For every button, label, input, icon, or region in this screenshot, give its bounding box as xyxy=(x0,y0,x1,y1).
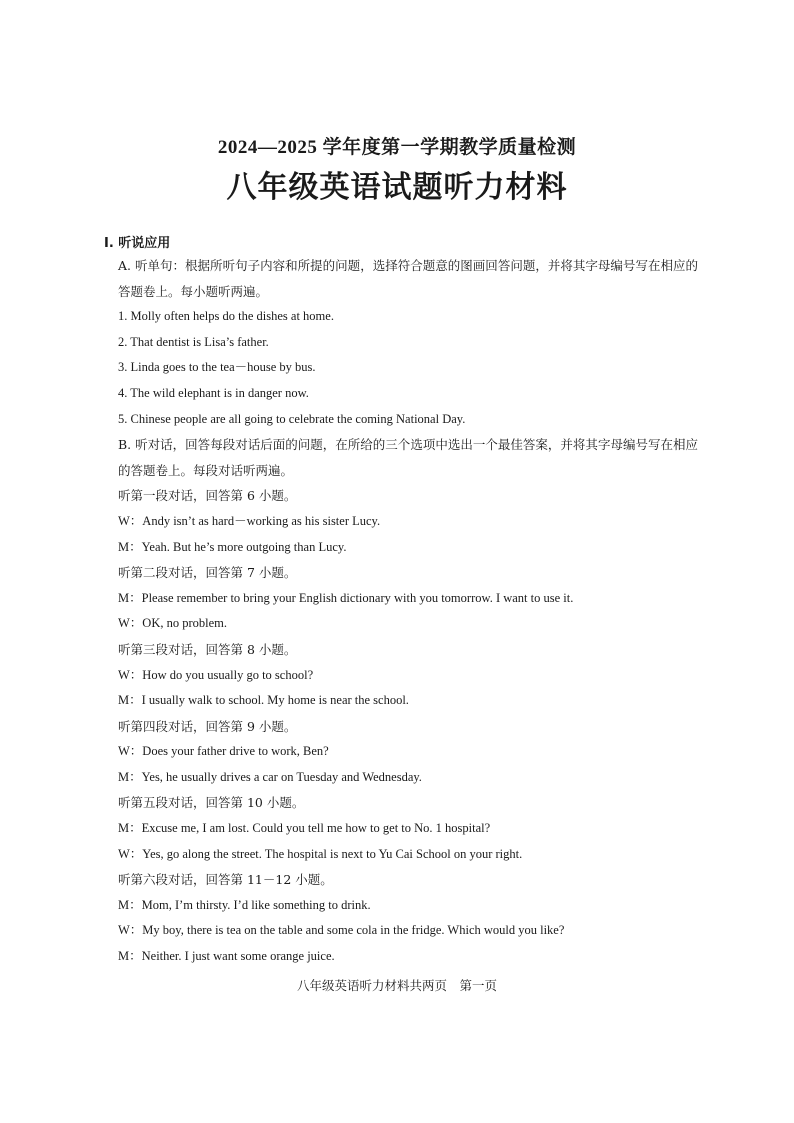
dialogue-heading: 听第四段对话，回答第 9 小题。 xyxy=(118,718,297,734)
exam-subtitle: 2024—2025 学年度第一学期教学质量检测 xyxy=(217,137,577,158)
dialogue-line: M：Neither. I just want some orange juice. xyxy=(118,949,335,964)
part-b-instruction: B. 听对话，回答每段对话后面的问题，在所给的三个选项中选出一个最佳答案，并将其字母编号写在相应的答题卷上。每段对话听两遍。 xyxy=(118,437,698,478)
dialogue-line: W：How do you usually go to school? xyxy=(118,667,314,682)
page-footer: 八年级英语听力材料共两页 第一页 xyxy=(296,978,497,993)
sentence-item: 2. That dentist is Lisa’s father. xyxy=(118,334,269,349)
dialogue-line: W：Andy isn’t as hard－working as his sister Lucy. xyxy=(118,513,381,528)
dialogue-line: M：Yeah. But he’s more outgoing than Lucy. xyxy=(118,539,347,554)
dialogue-heading: 听第一段对话，回答第 6 小题。 xyxy=(118,488,297,504)
dialogue-line: M：Mom, I’m thirsty. I’d like something to drink. xyxy=(118,897,371,912)
dialogue-line: W：Yes, go along the street. The hospital is next to Yu Cai School on your right. xyxy=(118,846,523,861)
dialogue-line: M：Please remember to bring your English dictionary with you tomorrow. I want to use it. xyxy=(118,590,574,605)
dialogue-line: W：My boy, there is tea on the table and some cola in the fridge. Which would you like? xyxy=(118,923,565,938)
dialogue-heading: 听第六段对话，回答第 11－12 小题。 xyxy=(118,872,333,888)
dialogue-line: M：Yes, he usually drives a car on Tuesday and Wednesday. xyxy=(118,769,422,784)
section-heading: I. 听说应用 xyxy=(104,236,171,251)
dialogue-heading: 听第二段对话，回答第 7 小题。 xyxy=(118,565,297,581)
dialogue-line: W：Does your father drive to work, Ben? xyxy=(118,744,329,759)
dialogue-line: M：I usually walk to school. My home is near the school. xyxy=(118,693,409,708)
part-a-instruction: A. 听单句：根据所听句子内容和所提的问题，选择符合题意的图画回答问题，并将其字母编号写在相应的答题卷上。每小题听两遍。 xyxy=(118,258,698,299)
dialogue-line: W：OK, no problem. xyxy=(118,616,228,631)
sentence-item: 1. Molly often helps do the dishes at home. xyxy=(118,309,334,324)
dialogue-heading: 听第三段对话，回答第 8 小题。 xyxy=(118,641,297,657)
dialogue-heading: 听第五段对话，回答第 10 小题。 xyxy=(118,795,305,811)
dialogue-line: M：Excuse me, I am lost. Could you tell me how to get to No. 1 hospital? xyxy=(118,821,491,836)
sentence-item: 5. Chinese people are all going to celebrate the coming National Day. xyxy=(118,411,466,426)
exam-title: 八年级英语试题听力材料 xyxy=(226,170,568,205)
sentence-item: 3. Linda goes to the tea－house by bus. xyxy=(118,360,316,375)
sentence-item: 4. The wild elephant is in danger now. xyxy=(118,385,309,400)
listening-material xyxy=(118,253,698,970)
